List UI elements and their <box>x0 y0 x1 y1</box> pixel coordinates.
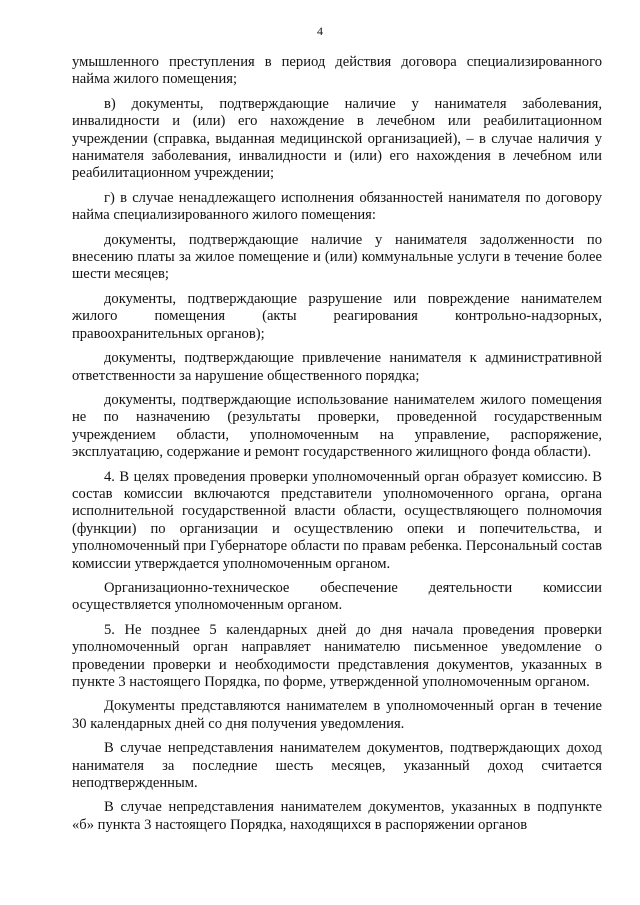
page-number: 4 <box>317 24 323 38</box>
paragraph: в) документы, подтверждающие наличие у нанимателя заболевания, инвалидности и (или) его нахождение в лечебном или реабилитационном учреждении (справка, выданная медицинской организацией), – в случае наличия у нанимателя заболевания, инвалидности и (или) его нахождения в лечебном или реабилитационном учреждении; <box>72 95 602 182</box>
paragraph: документы, подтверждающие наличие у нанимателя задолженности по внесению платы за жилое помещение и (или) коммунальные услуги в течение более шести месяцев; <box>72 231 602 283</box>
paragraph: В случае непредставления нанимателем документов, указанных в подпункте «б» пункта 3 настоящего Порядка, находящихся в распоряжении органов <box>72 799 602 833</box>
paragraph: Документы представляются нанимателем в уполномоченный орган в течение 30 календарных дней со дня получения уведомления. <box>72 698 602 732</box>
paragraph: 4. В целях проведения проверки уполномоченный орган образует комиссию. В состав комиссии включаются представители уполномоченного органа, органа исполнительной государственной власти области, осуществляющего полномочия (функции) по организации и осуществлению опеки и попечительства, и уполномоченный при Губернаторе области по правам ребенка. Персональный состав комиссии утверждается уполномоченным органом. <box>72 468 602 572</box>
paragraph: документы, подтверждающие разрушение или повреждение нанимателем жилого помещения (акты реагирования контрольно-надзорных, правоохранительных органов); <box>72 290 602 342</box>
paragraph: Организационно-техническое обеспечение деятельности комиссии осуществляется уполномоченным органом. <box>72 579 602 614</box>
paragraph: умышленного преступления в период действия договора специализированного найма жилого помещения; <box>72 54 602 88</box>
document-body <box>72 54 602 841</box>
paragraph: 5. Не позднее 5 календарных дней до дня начала проведения проверки уполномоченный орган направляет нанимателю письменное уведомление о проведении проверки и необходимости представления документов, указанных в пункте 3 настоящего Порядка, по форме, утвержденной уполномоченным органом. <box>72 621 602 690</box>
paragraph: г) в случае ненадлежащего исполнения обязанностей нанимателя по договору найма специализированного жилого помещения: <box>72 189 602 224</box>
paragraph: документы, подтверждающие использование нанимателем жилого помещения не по назначению (результаты проверки, проведенной государственным учреждением области, уполномоченным на управление, распоряжение, эксплуатацию, содержание и ремонт государственного жилищного фонда области). <box>72 391 602 461</box>
paragraph: документы, подтверждающие привлечение нанимателя к административной ответственности за нарушение общественного порядка; <box>72 350 602 384</box>
paragraph: В случае непредставления нанимателем документов, подтверждающих доход нанимателя за последние шесть месяцев, указанный доход считается неподтвержденным. <box>72 740 602 792</box>
